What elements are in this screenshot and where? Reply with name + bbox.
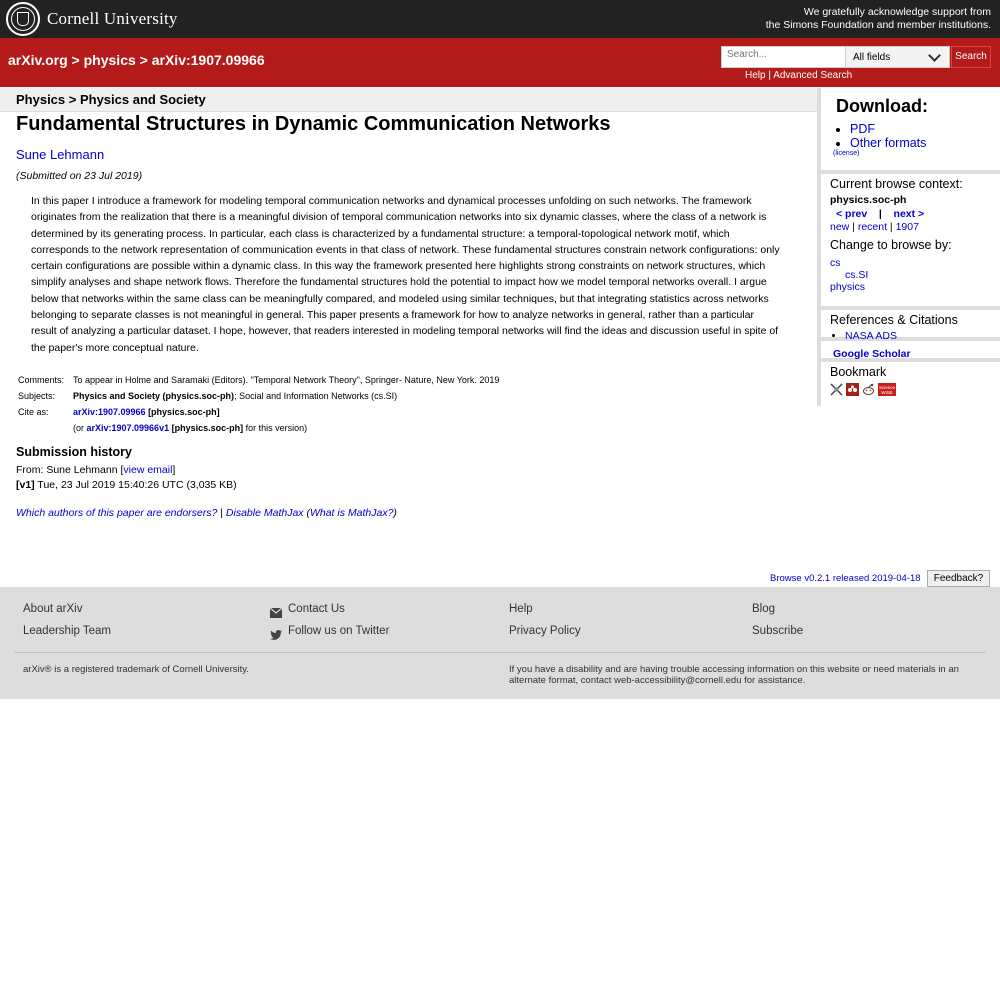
trademark-notice: arXiv® is a registered trademark of Cornell University. (23, 664, 249, 675)
link-separator: | (765, 70, 774, 81)
envelope-icon (270, 605, 282, 623)
prev-next-nav (836, 208, 1000, 220)
submission-date: (Submitted on 23 Jul 2019) (16, 170, 143, 182)
search-field-select[interactable] (846, 46, 950, 68)
reddit-icon[interactable] (862, 383, 875, 396)
month-link[interactable]: 1907 (895, 221, 919, 233)
version-details: Tue, 23 Jul 2019 15:40:26 UTC (3,035 KB) (34, 479, 237, 491)
bibsonomy-icon[interactable] (830, 383, 843, 396)
contact-us-link[interactable]: Contact Us (288, 603, 345, 615)
metadata-row-cite-version (16, 422, 501, 438)
breadcrumb-arxiv[interactable]: arXiv.org (8, 52, 68, 68)
paren-open: ( (303, 507, 310, 519)
other-formats-link[interactable]: Other formats (850, 136, 927, 150)
bookmark-section (821, 362, 1000, 410)
right-sidebar (817, 88, 1000, 406)
browse-context-value: physics.soc-ph (830, 194, 907, 206)
sciencewise-text: Science (878, 385, 896, 390)
support-line-2: the Simons Foundation and member institutions. (765, 18, 991, 31)
comments-label: Comments: (18, 375, 65, 385)
sciencewise-icon[interactable] (878, 383, 896, 396)
bookmark-icons (830, 383, 1000, 396)
subject-header (0, 88, 818, 112)
cornell-bar (0, 0, 1000, 38)
privacy-policy-link[interactable]: Privacy Policy (509, 625, 581, 637)
bookmark-title: Bookmark (830, 365, 887, 379)
breadcrumb-physics[interactable]: physics (83, 52, 136, 68)
empty-label (16, 422, 71, 438)
footer (0, 587, 1000, 699)
subject-path: Physics > Physics and Society (16, 92, 206, 107)
metadata-row-subjects (16, 390, 501, 406)
twitter-icon (270, 627, 282, 645)
endorser-links (16, 507, 397, 519)
next-link[interactable]: next > (893, 208, 925, 220)
view-email-link[interactable]: view email (123, 464, 173, 476)
primary-subject: Physics and Society (physics.soc-ph) (73, 391, 235, 401)
metadata-row-comments (16, 374, 501, 390)
version-v1 (16, 479, 237, 491)
browse-version-link[interactable]: Browse v0.2.1 released 2019-04-18 (770, 573, 921, 584)
twitter-link[interactable]: Follow us on Twitter (288, 625, 390, 637)
change-browse-title: Change to browse by: (830, 238, 952, 252)
recent-link[interactable]: recent (857, 221, 888, 233)
google-scholar-link[interactable]: Google Scholar (833, 348, 911, 360)
license (833, 150, 1000, 157)
cite-version-value (71, 422, 501, 438)
download-list (850, 122, 1000, 150)
breadcrumb-separator: > (67, 52, 84, 68)
arxiv-header (0, 38, 1000, 87)
metadata-table (16, 374, 501, 438)
author-link[interactable]: Sune Lehmann (16, 147, 105, 162)
metadata-row-cite (16, 406, 501, 422)
license-link[interactable]: (license) (833, 150, 860, 157)
help-footer-link[interactable]: Help (509, 603, 533, 615)
browse-list-links: new | recent | 1907 (830, 221, 919, 233)
link-separator: | (217, 507, 226, 519)
accessibility-line-1: If you have a disability and are having trouble accessing information on this website or need materials in an (509, 664, 959, 675)
search-button[interactable]: Search (951, 46, 991, 68)
disable-mathjax-text: Disable MathJax (225, 507, 304, 519)
search-input[interactable]: Search... (721, 46, 846, 68)
references-section (821, 310, 1000, 341)
blog-link[interactable]: Blog (752, 603, 776, 615)
cite-label: Cite as: (18, 407, 49, 417)
support-acknowledgement (766, 6, 991, 31)
support-line-1: We gratefully acknowledge support from (803, 6, 991, 18)
download-item-other (850, 136, 1000, 150)
from-text: From: Sune Lehmann [ (16, 464, 124, 476)
chevron-down-icon (928, 49, 941, 62)
cornell-seal-icon (6, 2, 40, 36)
nav-separator: | (878, 208, 882, 220)
endorsers-link-text: Which authors of this paper are endorsers? (16, 507, 218, 519)
nasa-ads-link[interactable]: NASA ADS (845, 330, 897, 342)
browse-context-title: Current browse context: (830, 177, 963, 191)
subjects-value (71, 390, 501, 406)
disable-mathjax-link[interactable] (226, 507, 304, 519)
version-label: [v1] (16, 479, 35, 491)
accessibility-line-2: alternate format, contact web-accessibility@cornell.edu for assistance. (509, 675, 806, 686)
references-title: References & Citations (830, 313, 958, 327)
change-browse-list (830, 257, 1000, 293)
help-link[interactable]: Help (745, 70, 766, 81)
browse-cs-link[interactable]: cs (830, 257, 841, 269)
cornell-name: Cornell University (47, 9, 178, 28)
cite-version-suffix: for this version) (243, 423, 308, 433)
mendeley-icon[interactable] (846, 383, 859, 396)
submission-from (16, 464, 175, 476)
what-is-mathjax-text: What is MathJax? (309, 507, 394, 519)
search-links (745, 70, 852, 81)
advanced-search-link[interactable]: Advanced Search (773, 70, 853, 81)
browse-cs-si-link[interactable]: cs.SI (845, 269, 869, 281)
leadership-team-link[interactable]: Leadership Team (23, 625, 112, 637)
cite-version-prefix: (or (73, 423, 87, 433)
download-section (821, 96, 1000, 174)
browse-physics-link[interactable]: physics (830, 281, 866, 293)
footer-divider (14, 652, 986, 653)
about-arxiv-link[interactable]: About arXiv (23, 603, 83, 615)
prev-link[interactable]: < prev (836, 208, 868, 220)
search-form (721, 46, 991, 68)
google-scholar-section (821, 341, 1000, 362)
comments-value: To appear in Holme and Saramaki (Editors). "Temporal Network Theory", Springer- Nature, New York. 2019 (73, 375, 500, 385)
download-item-pdf (850, 122, 1000, 136)
cite-link[interactable]: arXiv:1907.09966 (73, 407, 146, 417)
abstract: In this paper I introduce a framework for modeling temporal communication networks and dynamical processes unfolding on such networks. The framework originates from the realization that there is a meaningful division of temporal communication networks into six dynamic classes, where the class of a network is determined by its generating process. In particular, each class is characterized by a fundamental structure: a temporal-topological network motif, which corresponds to the network representation of communication events in that class of network. These fundamental structures constrain network configurations: only certain configurations are possible within a dynamic class. In this way the framework presented here highlights strong constraints on network structures, which simplify analyses and shape network flows. Therefore the fundamental structures hold the potential to impact how we model temporal networks overall. I argue below that networks within the same class can be meaningfully compared, and modeled using similar techniques, but that integrating statistics across networks belonging to separate classes is not meaningful in general. This paper presents a framework for how to analyze networks in general, rather than a particular result of analyzing a particular dataset. I hope, however, that readers interested in modeling temporal networks will find the ideas and discussion useful in spite of the paper's more conceptual nature. (31, 195, 780, 354)
cite-version-link[interactable]: arXiv:1907.09966v1 (86, 423, 170, 433)
accessibility-notice (509, 664, 979, 686)
breadcrumb (8, 52, 265, 68)
pdf-link[interactable]: PDF (850, 122, 875, 136)
sciencewise-text: WISE (881, 390, 893, 395)
cite-value (71, 406, 501, 422)
endorsers-link[interactable] (16, 507, 217, 519)
paper-title: Fundamental Structures in Dynamic Communication Networks (16, 113, 611, 135)
paren-close: ) (393, 507, 397, 519)
search-field-value: All fields (853, 51, 891, 63)
cornell-logo[interactable] (6, 2, 178, 36)
secondary-subjects: ; Social and Information Networks (cs.SI) (234, 391, 398, 401)
subscribe-link[interactable]: Subscribe (752, 625, 804, 637)
feedback-button[interactable]: Feedback? (927, 570, 990, 587)
what-is-mathjax-link[interactable] (310, 507, 393, 519)
submission-history-title: Submission history (16, 445, 132, 459)
browse-context-section (821, 174, 1000, 310)
from-close: ] (172, 464, 176, 476)
download-title: Download: (836, 96, 928, 116)
breadcrumb-separator: > (135, 52, 152, 68)
cite-category: [physics.soc-ph] (145, 407, 220, 417)
cite-version-category: [physics.soc-ph] (169, 423, 244, 433)
new-link[interactable]: new (830, 221, 850, 233)
authors (16, 147, 104, 162)
breadcrumb-paper-id[interactable]: arXiv:1907.09966 (151, 52, 265, 68)
subjects-label: Subjects: (18, 391, 56, 401)
